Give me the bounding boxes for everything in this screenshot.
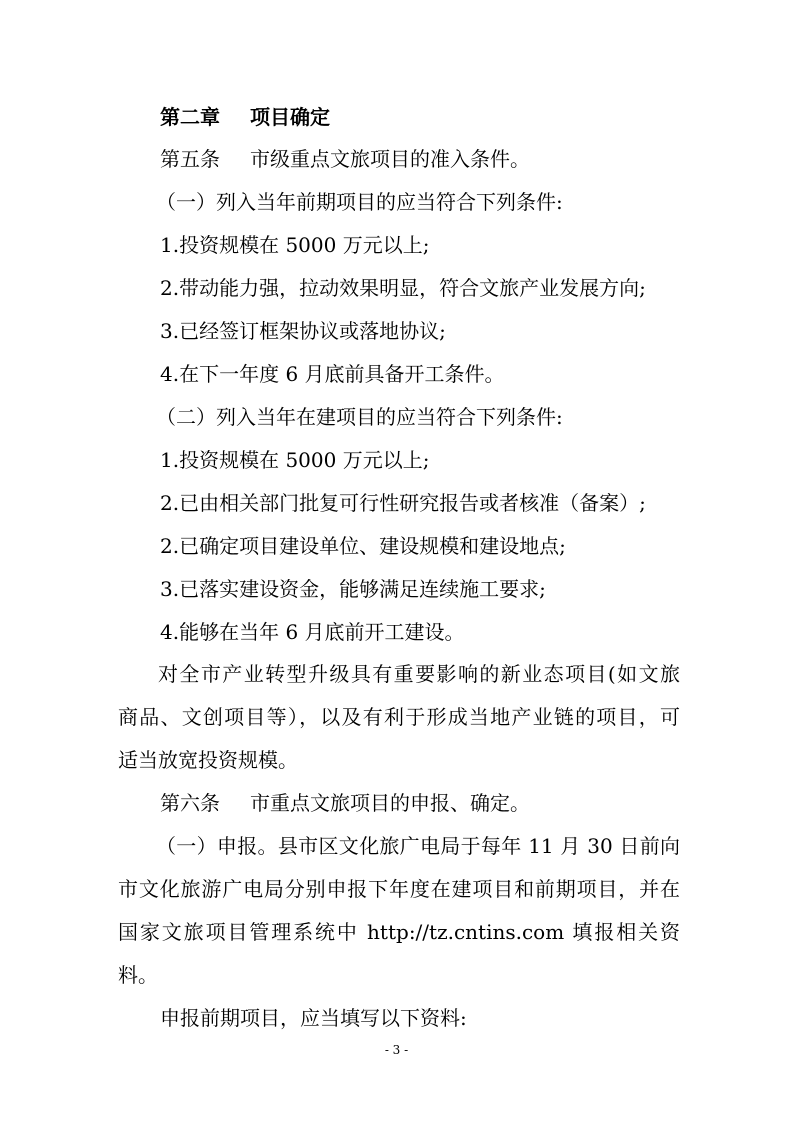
article-5 [160,146,530,172]
section-1-heading: （一）列入当年前期项目的应当符合下列条件: [156,190,563,214]
section-1-item: 2.带动能力强，拉动效果明显，符合文旅产业发展方向; [160,276,646,300]
section-1-item: 1.投资规模在 5000 万元以上; [160,233,430,257]
chapter-heading [160,104,330,130]
preliminary-intro: 申报前期项目，应当填写以下资料: [160,1006,467,1030]
article-6-label: 第六条 [160,791,220,815]
declare-paragraph-line-1: （一）申报。县市区文化旅广电局于每年 11 月 30 日前向 [156,834,680,858]
section-1-item: 4.在下一年度 6 月底前具备开工条件。 [160,362,505,386]
section-2-item: 3.已落实建设资金，能够满足连续施工要求; [160,577,546,601]
section-2-item: 2.已由相关部门批复可行性研究报告或者核准（备案）; [160,491,646,515]
section-2-item: 2.已确定项目建设单位、建设规模和建设地点; [160,534,566,558]
article-5-text: 市级重点文旅项目的准入条件。 [250,147,530,171]
article-6 [160,790,530,816]
section-2-item: 4.能够在当年 6 月底前开工建设。 [160,620,465,644]
relax-paragraph-line-2: 商品、文创项目等），以及有利于形成当地产业链的项目，可 [118,705,680,729]
declare-paragraph-line-4: 料。 [118,963,158,987]
section-2-heading: （二）列入当年在建项目的应当符合下列条件: [156,405,563,429]
section-2-item: 1.投资规模在 5000 万元以上; [160,448,430,472]
declare-paragraph-line-2: 市文化旅游广电局分别申报下年度在建项目和前期项目，并在 [118,877,680,901]
declare-paragraph-line-3: 国家文旅项目管理系统中 http://tz.cntins.com 填报相关资 [118,920,680,944]
relax-paragraph-line-1: 对全市产业转型升级具有重要影响的新业态项目(如文旅 [158,662,680,686]
chapter-title: 项目确定 [250,105,330,129]
page-number: - 3 - [384,1043,409,1057]
section-1-item: 3.已经签订框架协议或落地协议; [160,319,446,343]
chapter-number: 第二章 [160,105,220,129]
article-6-text: 市重点文旅项目的申报、确定。 [250,791,530,815]
article-5-label: 第五条 [160,147,220,171]
relax-paragraph-line-3: 适当放宽投资规模。 [118,748,298,772]
